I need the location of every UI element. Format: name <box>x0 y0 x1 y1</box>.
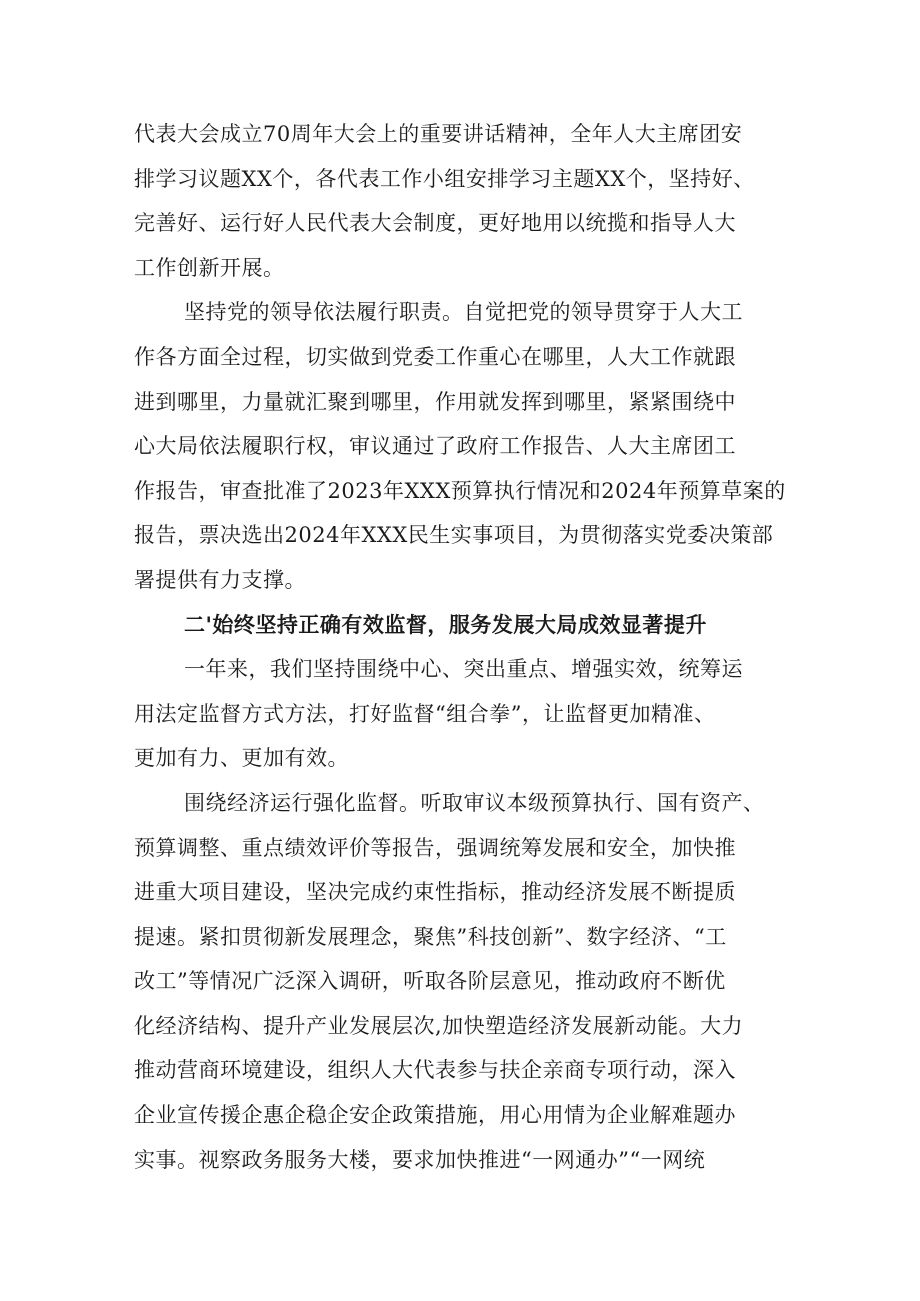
text-line: 二'始终坚持正确有效监督，服务发展大局成效显著提升 <box>184 612 707 637</box>
text-line: 工作创新开展。 <box>134 255 285 280</box>
text-line: 企业宣传援企惠企稳企安企政策措施，用心用情为企业解难题办 <box>134 1103 736 1128</box>
text-line: 实事。视察政务服务大楼，要求加快推进“一网通办”“一网统 <box>134 1147 706 1172</box>
text-line: 进到哪里，力量就汇聚到哪里，作用就发挥到哪里，紧紧围绕中 <box>134 389 736 414</box>
text-line: 完善好、运行好人民代表大会制度，更好地用以统揽和指导人大 <box>134 211 736 236</box>
section-heading <box>134 603 804 648</box>
text-line: 报告，票决选出2024年XXX民生实事项目，为贯彻落实党委决策部 <box>134 523 774 548</box>
body-paragraph <box>134 112 804 290</box>
text-line: 预算调整、重点绩效评价等报告，强调统筹发展和安全，加快推 <box>134 835 736 860</box>
text-line: 坚持党的领导依法履行职责。自觉把党的领导贯穿于人大工 <box>184 300 743 325</box>
text-line: 进重大项目建设，坚决完成约束性指标，推动经济发展不断提质 <box>134 880 736 905</box>
text-line: 作报告，审查批准了2023年XXX预算执行情况和2024年预算草案的 <box>134 478 786 503</box>
text-line: 一年来，我们坚持围绕中心、突出重点、增强实效，统筹运 <box>184 657 743 682</box>
document-body <box>134 112 804 1182</box>
text-line: 提速。紧扣贯彻新发展理念，聚焦”科技创新”、数字经济、“工 <box>134 924 727 949</box>
text-line: 署提供有力支撑。 <box>134 567 306 592</box>
text-line: 化经济结构、提升产业发展层次,加快塑造经济发展新动能。大力 <box>134 1013 744 1038</box>
text-line: 心大局依法履职行权，审议通过了政府工作报告、人大主席团工 <box>134 434 736 459</box>
text-line: 排学习议题XX个，各代表工作小组安排学习主题XX个，坚持好、 <box>134 166 755 191</box>
text-line: 推动营商环境建设，组织人大代表参与扶企亲商专项行动，深入 <box>134 1058 736 1083</box>
text-line: 更加有力、更加有效。 <box>134 746 349 771</box>
body-paragraph <box>134 647 804 781</box>
body-paragraph <box>134 290 804 602</box>
text-line: 围绕经济运行强化监督。听取审议本级预算执行、国有资产、 <box>184 790 765 815</box>
body-paragraph <box>134 781 804 1182</box>
text-line: 用法定监督方式方法，打好监督“组合拳”，让监督更加精准、 <box>134 701 716 726</box>
text-line: 代表大会成立70周年大会上的重要讲话精神，全年人大主席团安 <box>134 122 743 146</box>
text-line: 改工”等情况广泛深入调研，听取各阶层意见，推动政府不断优 <box>134 969 726 994</box>
text-line: 作各方面全过程，切实做到党委工作重心在哪里，人大工作就跟 <box>134 344 736 369</box>
